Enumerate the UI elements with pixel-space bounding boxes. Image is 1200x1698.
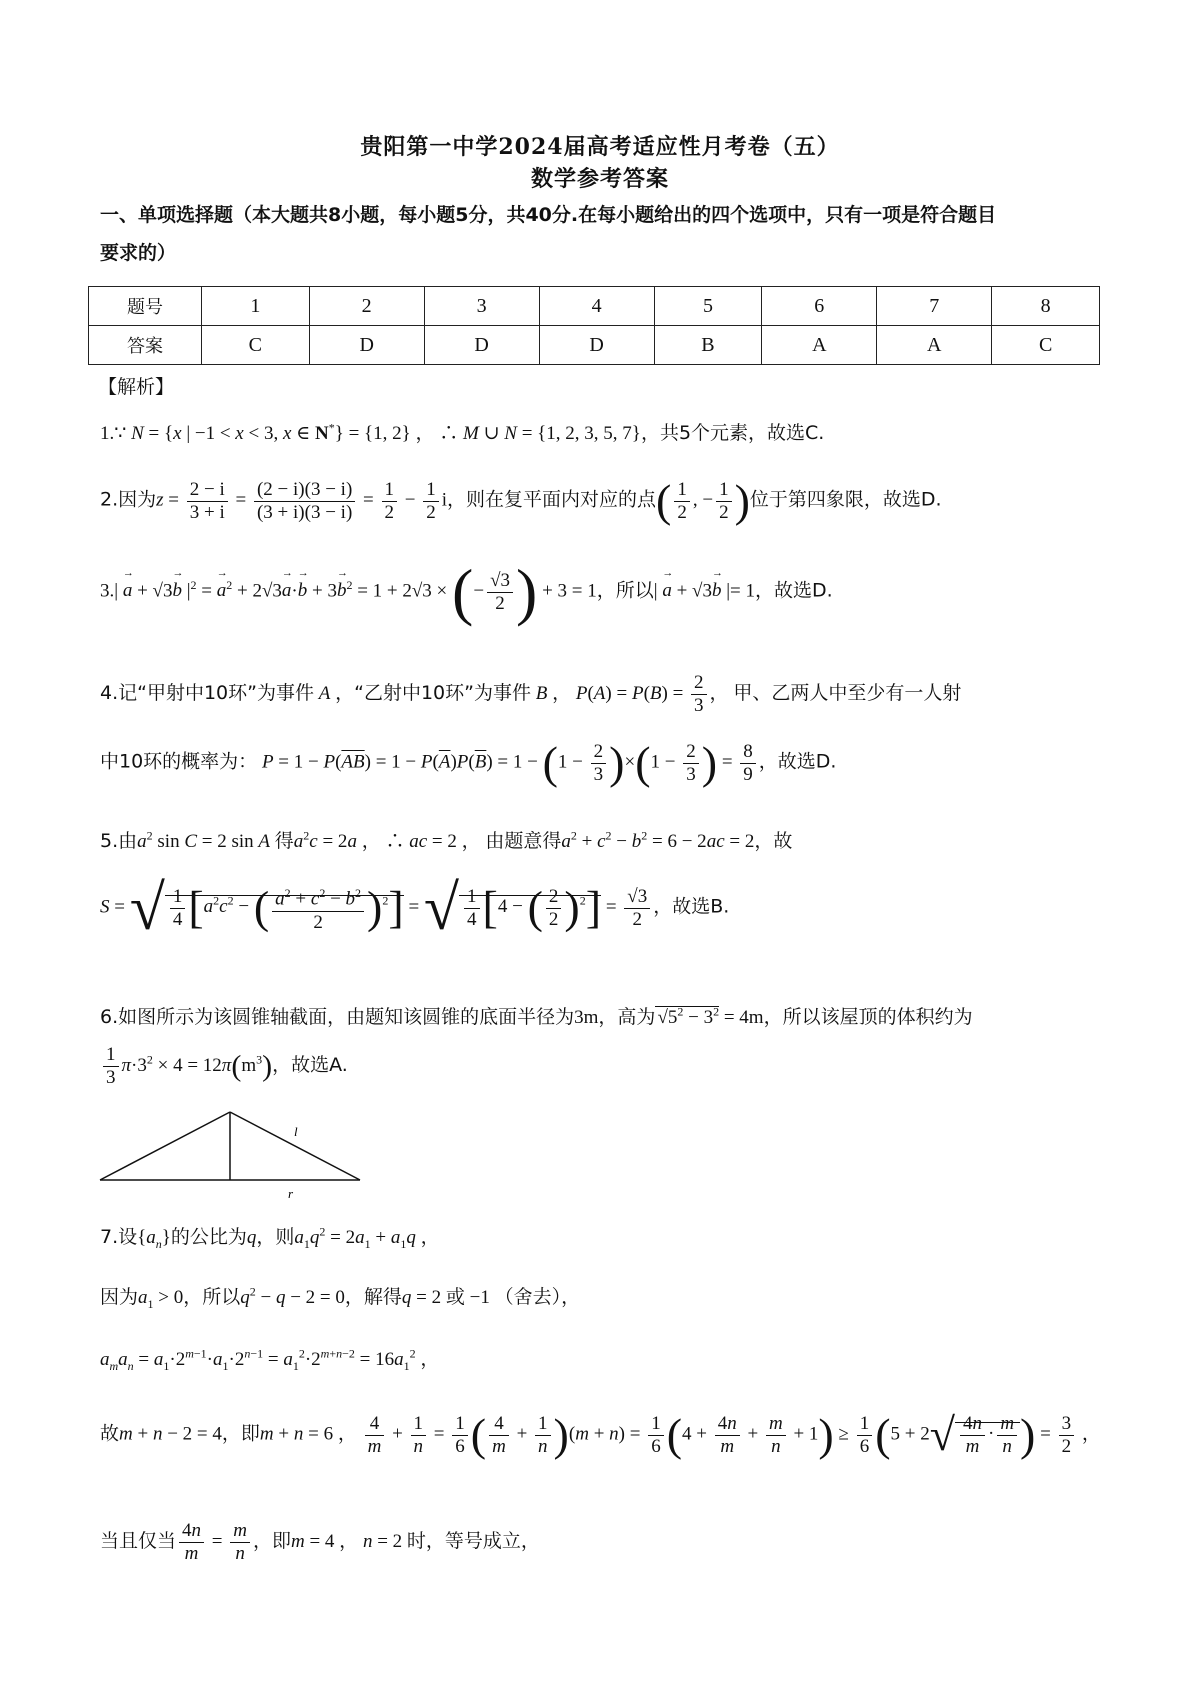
solution-1: 1.∵ N = {x | −1 < x < 3, x ∈ N*} = {1, 2} ， ∴ M ∪ N = {1, 2, 3, 5, 7}，共5个元素，故选C. <box>100 420 825 444</box>
table-cell: 8 <box>992 287 1100 326</box>
document-title: 贵阳第一中学2024届高考适应性月考卷（五） <box>360 134 840 160</box>
solution-4-line2: 中10环的概率为： $P = 1 - P(\overline{A}\overline{B}) = 1 - P(\overline{A})P(\overline{B}) = 1 - (1$ − $\frac{2}{3}$ )×(1 − $\frac{2}{3}$ ) = $\frac{8}{9}$ ，故选D. <box>100 737 837 788</box>
table-cell: B <box>654 326 762 365</box>
table-cell: 3 <box>424 287 539 326</box>
solution-4-text-a: 4.记“甲射中10环”为事件 <box>100 681 314 704</box>
solution-7-text-d: 因为 <box>100 1286 139 1308</box>
solution-5-mid1: 得 <box>274 830 294 852</box>
solution-7-text-f: ，解得 <box>344 1286 402 1308</box>
table-cell: 7 <box>877 287 992 326</box>
section-heading-line2: 要求的） <box>100 242 177 264</box>
document-subtitle: 数学参考答案 <box>530 166 669 192</box>
section-heading <box>100 196 1130 272</box>
table-cell: A <box>877 326 992 365</box>
solution-2-prefix: 2.因为 <box>100 488 157 511</box>
table-cell: A <box>762 326 877 365</box>
solution-5-mid2: 由题意得 <box>485 830 562 852</box>
solution-5-line1: 5.由$a^2$ sin C = 2 sin A 得$a^2c = 2a$ ， ∴ ac = 2 ， 由题意得$a^2 + c^2 - b^2 = 6 - 2ac = 2$，故 <box>100 828 793 852</box>
solution-5-tail: ，故 <box>754 830 793 852</box>
solution-6-text-b: ，高为 <box>598 1006 656 1028</box>
solution-6-text-c: ，所以该屋顶的体积约为 <box>763 1006 973 1028</box>
solution-5-prefix: 5.由 <box>100 830 138 852</box>
solution-5-line2: S = √ $\frac{1}{4}$ [$a^2c^2$ − ( $\frac{a^2 + c^2 - b^2}{2}$ )$^2$] = √ $\frac{1}{4}$ [4 − ( $\frac{2}{2}$ )$^2$] = $\frac{√3}{2}$ ，故选B. <box>100 872 730 943</box>
table-row <box>89 287 1100 326</box>
solution-3: 3.| → a + √3→ b $|^2$ = → $a^2 + 2√3\to a\cdot\to b + 3\to b^2 = 1 + 2√3$ × (− $\frac{√3}{2}$ ) + 3 = 1，所以| → a + √3→ b |= 1，故选D. <box>100 560 833 624</box>
solution-7-line1: 7.设$\{a_n\}$的公比为q，则$a_1q^2 = 2a_1 + a_1q$ ， <box>100 1224 440 1251</box>
table-row <box>89 326 1100 365</box>
solution-4-text-b: ，“乙射中10环”为事件 <box>335 681 531 704</box>
solution-7-text-c: ，则 <box>256 1226 295 1248</box>
solution-5-end: ，故选B. <box>653 895 730 918</box>
solution-7-text-a: 7.设 <box>100 1226 138 1248</box>
solution-7-line3: $a_ma_n = a_1\cdot 2^{m-1}\cdot a_1\cdot 2^{n-1} = a_1^2\cdot 2^{m+n-2} = 16a_1^2$ ， <box>100 1346 440 1373</box>
solution-2-mid: ，则在复平面内对应的点 <box>447 488 657 511</box>
solution-7-text-l: ，即 <box>252 1529 291 1552</box>
solution-3-mid: ，所以 <box>596 579 654 602</box>
slant-label: l <box>294 1124 298 1139</box>
table-cell: D <box>309 326 424 365</box>
table-cell: 5 <box>654 287 762 326</box>
cone-slant-edge <box>230 1112 360 1180</box>
table-cell: 1 <box>202 287 310 326</box>
solution-4-line1: 4.记“甲射中10环”为事件 A ，“乙射中10环”为事件 B ， P(A) = P(B) = $\frac{2}{3}$ ， 甲、乙两人中至少有一人射 <box>100 672 962 716</box>
solution-6-line2: $\frac{1}{3}$ $\pi\cdot 3^2 \times 4 = 12\pi(m^3)$，故选A. <box>100 1044 348 1089</box>
solution-7-line2: 因为$a_1 > 0$，所以$q^2 - q - 2 = 0$，解得q = 2 或 −1 （舍去）， <box>100 1284 581 1311</box>
solution-3-tail: ，故选D. <box>755 579 833 602</box>
table-row-label: 答案 <box>89 326 202 365</box>
solution-7-line5: 当且仅当 $\frac{4n}{m}$ = $\frac{m}{n}$ ，即m = 4 ， n = 2 时，等号成立， <box>100 1520 540 1564</box>
solution-6-line1: 6.如图所示为该圆锥轴截面，由题知该圆锥的底面半径为3m，高为 $√5^2 - 3^2 = 4m$，所以该屋顶的体积约为 <box>100 1004 973 1028</box>
solution-7-text-e: ，所以 <box>183 1286 241 1308</box>
table-cell: 2 <box>309 287 424 326</box>
solution-7-text-g: 或 <box>445 1286 465 1308</box>
answer-table <box>88 286 1100 365</box>
solution-7-text-m: 时，等号成立， <box>406 1529 540 1552</box>
solution-7-text-b: 的公比为 <box>170 1226 247 1248</box>
solution-6-text-a: 6.如图所示为该圆锥轴截面，由题知该圆锥的底面半径为 <box>100 1006 575 1028</box>
section-heading-line1: 一、单项选择题（本大题共8小题，每小题5分，共40分.在每小题给出的四个选项中，只有一项是符合题目 <box>100 204 997 226</box>
table-row-label: 题号 <box>89 287 202 326</box>
table-cell: C <box>202 326 310 365</box>
table-cell: C <box>992 326 1100 365</box>
table-cell: 4 <box>539 287 654 326</box>
solution-2-tail: 位于第四象限，故选D. <box>749 488 942 511</box>
cone-cross-section-figure <box>98 1110 368 1200</box>
solution-4-text-d: 中10环的概率为： <box>100 750 258 773</box>
radius-label: r <box>288 1186 294 1200</box>
solution-4-text-e: ，故选D. <box>758 750 837 773</box>
solution-7-line4: 故m + n − 2 = 4，即m + n = 6 ， $\frac{4}{m}$ + $\frac{1}{n}$ = $\frac{1}{6}$ ( $\frac{4}{m}$ + $\frac{1}{n}$ )(m + n) = $\frac{1}{6}$ (4 + $\frac{4n}{m}$ + $\frac{m}{n}$ + 1) ≥ $\frac{1}{6}$ (5 + 2√ $\frac{4n}{m}$ · $\frac{m}{n}$ ) = $\frac{3}{2}$ ， <box>100 1409 1101 1460</box>
solution-4-text-c: 甲、乙两人中至少有一人射 <box>733 681 962 704</box>
solution-1-tail: ，共5个元素，故选C. <box>640 422 825 444</box>
table-cell: 6 <box>762 287 877 326</box>
cone-left-edge <box>100 1112 230 1180</box>
solution-6-tail: ，故选A. <box>272 1053 348 1076</box>
solution-7-text-h: （舍去）， <box>494 1286 581 1308</box>
solution-7-text-j: ，即 <box>221 1422 260 1445</box>
analysis-label: 【解析】 <box>98 376 175 398</box>
solution-7-text-i: 故 <box>100 1422 120 1445</box>
solution-7-text-k: 当且仅当 <box>100 1529 177 1552</box>
table-cell: D <box>424 326 539 365</box>
solution-2: 2.因为z = $\frac{2 - i}{3 + i}$ = $\frac{(2 - i)(3 - i)}{(3 + i)(3 - i)}$ = $\frac{1}{2}$ − $\frac{1}{2}$ i，则在复平面内对应的点( $\frac{1}{2}$ , − $\frac{1}{2}$ )位于第四象限，故选D. <box>100 475 942 526</box>
table-cell: D <box>539 326 654 365</box>
